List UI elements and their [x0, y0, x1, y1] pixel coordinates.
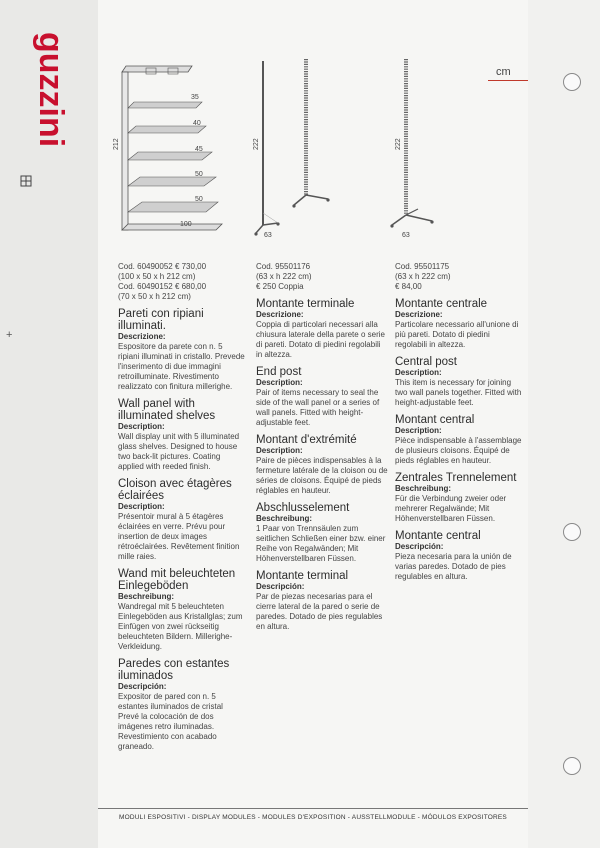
section-text: Wandregal mit 5 beleuchteten Einlegeböden aus Kristallglas; zum Einfügen von zwei rückseitig beleuchteten Bildern. Millerighe-Verkleidung. [118, 602, 243, 651]
product-size: (63 x h 222 cm) [395, 272, 451, 281]
section-label: Descrizione: [118, 332, 166, 341]
section-label: Descripción: [395, 542, 444, 551]
product-price: € 84,00 [395, 282, 422, 291]
end-post-height: 222 [253, 138, 260, 150]
central-post-base: 63 [402, 232, 410, 239]
section-label: Descripción: [118, 682, 167, 691]
product-size: (100 x 50 x h 212 cm) [118, 272, 196, 281]
section-title: Wall panel with illuminated shelves [118, 398, 216, 422]
column-end-post [256, 262, 388, 632]
section-text: Par de piezas necesarias para el cierre lateral de la pared o serie de paredes. Dotado de pies regulables en altura. [256, 592, 383, 631]
section-text: 1 Paar von Trennsäulen zum seitlichen Schließen einer bzw. einer Reihe von Regalwänden; Mit Höhenverstellbaren Füssen. [256, 524, 386, 563]
end-post-base: 63 [264, 232, 272, 239]
section-label: Description: [118, 422, 165, 431]
shelf-depth-4: 50 [195, 171, 203, 178]
section-label: Description: [256, 378, 303, 387]
unit-label: cm [496, 66, 511, 78]
central-post-height: 222 [395, 138, 402, 150]
section-text: Particolare necessario all'unione di più pareti. Dotato di piedini regolabili in altezza. [395, 320, 519, 349]
section-title: Cloison avec étagères éclairées [118, 478, 232, 502]
shelf-depth-3: 45 [195, 146, 203, 153]
section-label: Beschreibung: [118, 592, 175, 601]
section-text: Wall display unit with 5 illuminated glass shelves. Designed to house two back-lit pictures. Coating applied with reeded finish. [118, 432, 240, 471]
shelf-depth-1: 35 [191, 94, 199, 101]
shelf-depth-2: 40 [193, 120, 201, 127]
product-size: (70 x 50 x h 212 cm) [118, 292, 191, 301]
binder-hole [563, 73, 581, 91]
wall-panel-drawing [110, 58, 230, 238]
central-post-drawing [388, 55, 448, 240]
section-label: Description: [118, 502, 165, 511]
product-price: € 250 Coppia [256, 282, 304, 291]
section-title: Zentrales Trennelement [395, 472, 517, 484]
section-text: Espositore da parete con n. 5 ripiani illuminati in cristallo. Prevede l'inserimento di due immagini retroilluminate. Rivestimento realizzato con finitura millerighe. [118, 342, 245, 391]
section-text: Pièce indispensable à l'assemblage de plusieurs cloisons. Équipé de pieds réglables en hauteur. [395, 436, 522, 465]
product-code: Cod. 95501175 [395, 262, 450, 271]
product-size: (63 x h 222 cm) [256, 272, 312, 281]
section-label: Beschreibung: [256, 514, 313, 523]
section-text: Pair of items necessary to seal the side of the wall panel or a series of wall panels. Fitted with height-adjustable feet. [256, 388, 380, 427]
section-label: Descripción: [256, 582, 305, 591]
section-title: Montant d'extrémité [256, 434, 357, 446]
section-title: Wand mit beleuchteten Einlegeböden [118, 568, 236, 592]
binder-hole [563, 757, 581, 775]
section-text: Expositor de pared con n. 5 estantes iluminados de cristal Prevé la colocación de dos imágenes retro iluminadas. Revestimiento con acabado graneado. [118, 692, 223, 751]
section-title: Montante terminal [256, 570, 349, 582]
margin-mark: + [6, 329, 13, 341]
section-label: Description: [395, 426, 442, 435]
section-title: Montante central [395, 530, 481, 542]
column-wall-panel [118, 262, 246, 752]
brand-name: guzzini [32, 32, 70, 148]
product-code: Cod. 95501176 [256, 262, 311, 271]
section-title: Pareti con ripiani illuminati. [118, 308, 204, 332]
section-text: Pieza necesaria para la unión de varias paredes. Dotado de pies regulables en altura. [395, 552, 512, 581]
unit-rule [488, 80, 528, 81]
section-title: Abschlusselement [256, 502, 350, 514]
section-text: Für die Verbindung zweier oder mehrerer Regalwände; Mit Höhenverstellbaren Füssen. [395, 494, 507, 523]
section-label: Descrizione: [395, 310, 443, 319]
section-title: End post [256, 366, 302, 378]
end-post-drawing [248, 55, 348, 240]
section-text: This item is necessary for joining two wall panels together. Fitted with height-adjustable feet. [395, 378, 522, 407]
binder-strip [528, 0, 600, 848]
section-title: Paredes con estantes iluminados [118, 658, 230, 682]
product-code: Cod. 60490152 € 680,00 [118, 282, 207, 291]
section-text: Présentoir mural à 5 étagères éclairées en verre. Prévu pour insertion de deux images rétroéclairées. Revêtement finition mille raies. [118, 512, 240, 561]
section-title: Montante centrale [395, 298, 488, 310]
panel-height: 212 [113, 138, 120, 150]
section-text: Paire de pièces indispensables à la fermeture latérale de la cloison ou de séries de cloisons. Équipé de pieds réglables en hauteur. [256, 456, 388, 495]
section-title: Central post [395, 356, 458, 368]
shelf-depth-5: 50 [195, 196, 203, 203]
section-label: Description: [256, 446, 303, 455]
section-label: Beschreibung: [395, 484, 452, 493]
binder-hole [563, 523, 581, 541]
section-text: Coppia di particolari necessari alla chiusura laterale della parete o serie di pareti. Dotato di piedini regolabili in altezza. [256, 320, 385, 359]
section-title: Montant central [395, 414, 475, 426]
guzzini-logo [10, 28, 70, 188]
footer-rule [98, 808, 528, 809]
product-code: Cod. 60490052 € 730,00 [118, 262, 207, 271]
column-central-post [395, 262, 523, 582]
section-label: Descrizione: [256, 310, 304, 319]
section-title: Montante terminale [256, 298, 355, 310]
page-footer: MODULI ESPOSITIVI - DISPLAY MODULES - MODULES D'EXPOSITION - AUSSTELLMODULE - MÓDULOS EXPOSITORES [119, 814, 507, 821]
section-label: Description: [395, 368, 442, 377]
panel-width: 100 [180, 221, 192, 228]
